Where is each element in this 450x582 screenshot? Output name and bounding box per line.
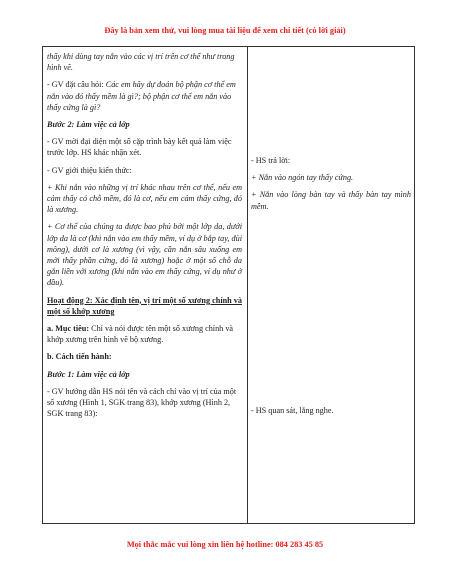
- preview-notice-banner: Đây là bản xem thử, vui lòng mua tài liệu để xem chi tiết (có lời giải): [104, 26, 346, 35]
- answer-item: + Nắn vào lòng bàn tay và thấy bàn tay mình mềm.: [251, 190, 411, 211]
- step-heading: Bước 2: Làm việc cả lớp: [47, 120, 130, 130]
- paragraph: thấy khi dùng tay nắn vào các vị trí trên cơ thể như trong hình vẽ.: [47, 52, 235, 73]
- knowledge-point: + Khi nắn vào những vị trí khác nhau trên cơ thể, nếu em cảm thấy có chỗ mềm, đó là cơ, nếu em cảm thấy cứng, đó là xương.: [47, 182, 242, 215]
- student-activities-column: [251, 155, 411, 415]
- activity-heading: Hoạt động 2: Xác định tên, vị trí một số xương chính và một số khớp xương: [47, 295, 242, 316]
- question-paragraph: [47, 79, 242, 113]
- hotline-banner: Mọi thắc mắc vui lòng xin liên hệ hotline: 084 283 45 85: [126, 540, 324, 549]
- answer-intro: - HS trả lời:: [251, 156, 291, 165]
- knowledge-point: + Cơ thể của chúng ta được bao phủ bởi một lớp da, dưới lớp da là cơ (khi nắn vào em thấy mềm, ví dụ ở bắp tay, đùi mông), dưới cơ là xương (vì vậy, cần nắn sâu xuống em mới thấy phần cứng, đó là xương) hoặc ở một số chỗ da gắn liền với xương (khi nắn vào em thấy cứng, ví dụ như ở đầu).: [47, 222, 242, 288]
- procedure-heading: b. Cách tiến hành:: [47, 352, 112, 362]
- objective-label: a. Mục tiêu:: [47, 324, 90, 334]
- objective-paragraph: [47, 323, 242, 345]
- lesson-plan-table: [42, 46, 415, 524]
- column-divider: [247, 47, 248, 523]
- question-prefix: - GV đặt câu hỏi:: [47, 80, 106, 90]
- answer-item: + Nắn vào ngón tay thấy cứng.: [251, 173, 354, 183]
- observe-note: - HS quan sát, lắng nghe.: [251, 406, 334, 415]
- question-text: Các em hãy dự đoán bộ phận cơ thể em nắn vào đó thấy mềm là gì?; bộ phận cơ thể em nắn vào thấy cứng là gì?: [47, 80, 236, 112]
- paragraph: - GV hướng dẫn HS nói tên và cách chỉ vào vị trí của một số xương (Hình 1, SGK trang 83), khớp xương (Hình 2, SGK trang 83):: [47, 386, 237, 419]
- step-heading: Bước 1: Làm việc cả lớp: [47, 369, 130, 379]
- paragraph: - GV mời đại diện một số cặp trình bày kết quả làm việc trước lớp. HS khác nhận xét.: [47, 137, 232, 158]
- objective-text: Chỉ và nói được tên một số xương chính và khớp xương trên hình vẽ bộ xương.: [47, 324, 234, 345]
- teacher-activities-column: [47, 51, 242, 425]
- paragraph: - GV giới thiệu kiến thức:: [47, 165, 132, 175]
